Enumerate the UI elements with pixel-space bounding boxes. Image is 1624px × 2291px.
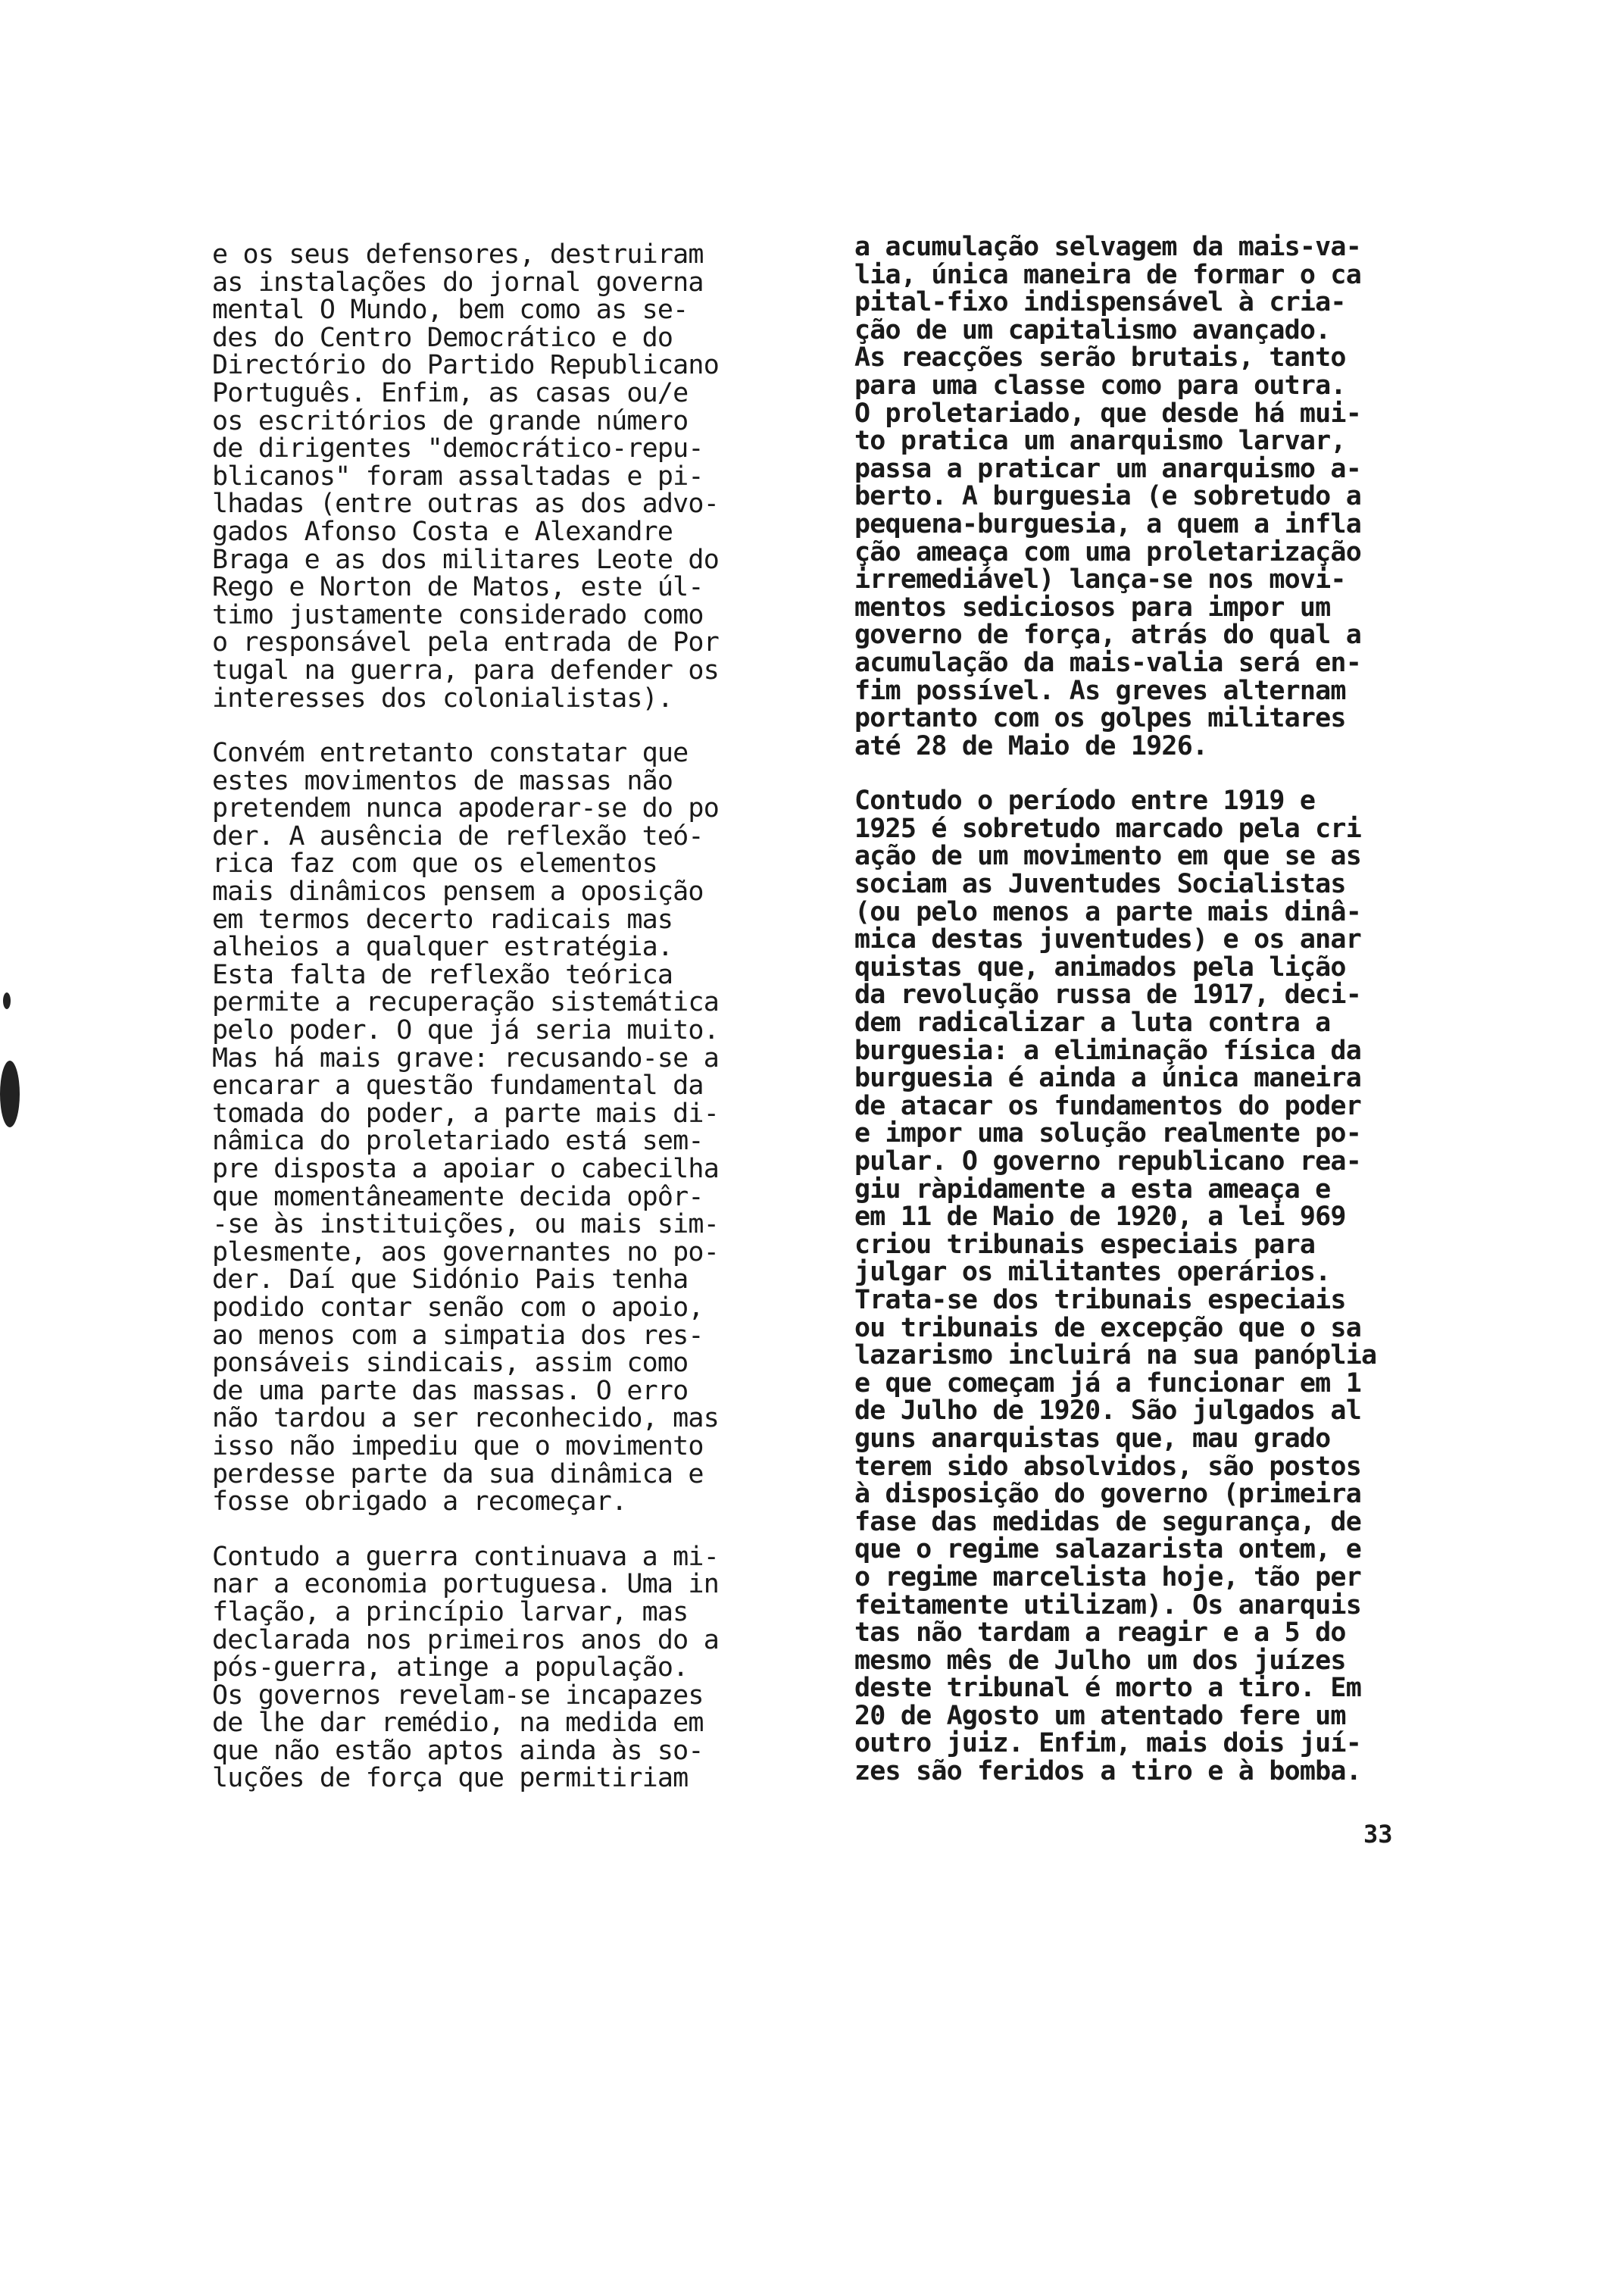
text-line: declarada nos primeiros anos do a xyxy=(212,1624,719,1655)
text-line: mesmo mês de Julho um dos juízes xyxy=(854,1645,1346,1676)
text-line: As reacções serão brutais, tanto xyxy=(854,342,1346,373)
text-line: Contudo o período entre 1919 e xyxy=(854,786,1316,817)
text-line: que momentâneamente decida opôr- xyxy=(212,1181,704,1212)
text-line: Os governos revelam-se incapazes xyxy=(212,1680,704,1711)
text-line: pequena-burguesia, a quem a infla xyxy=(854,508,1361,539)
text-line: blicanos" foram assaltadas e pi- xyxy=(212,461,704,492)
text-line: os escritórios de grande número xyxy=(212,405,689,436)
paragraph xyxy=(212,739,788,1516)
text-line: (ou pelo menos a parte mais dinâ- xyxy=(854,896,1361,927)
text-line: pre disposta a apoiar o cabecilha xyxy=(212,1154,719,1184)
text-line: que não estão aptos ainda às so- xyxy=(212,1735,704,1766)
text-line: que o regime salazarista ontem, e xyxy=(854,1534,1361,1565)
text-line: pelo poder. O que já seria muito. xyxy=(212,1015,719,1046)
text-line: Mas há mais grave: recusando-se a xyxy=(212,1042,719,1074)
text-line: a acumulação selvagem da mais-va- xyxy=(854,232,1361,262)
text-line: Trata-se dos tribunais especiais xyxy=(854,1284,1346,1315)
text-line: encarar a questão fundamental da xyxy=(212,1070,704,1102)
text-line: passa a praticar um anarquismo a- xyxy=(854,453,1361,484)
text-line: nar a economia portuguesa. Uma in xyxy=(212,1569,719,1600)
text-line: de lhe dar remédio, na medida em xyxy=(212,1708,704,1739)
text-line: mais dinâmicos pensem a oposição xyxy=(212,877,704,908)
text-line: giu ràpidamente a esta ameaça e xyxy=(854,1174,1331,1205)
text-line: ção ameaça com uma proletarização xyxy=(854,536,1361,567)
scan-speck xyxy=(0,1061,20,1127)
text-line: pós-guerra, atinge a população. xyxy=(212,1652,689,1683)
text-line: tas não tardam a reagir e a 5 do xyxy=(854,1617,1346,1649)
text-line: mental O Mundo, bem como as se- xyxy=(212,295,689,326)
text-line: terem sido absolvidos, são postos xyxy=(854,1451,1361,1482)
text-line: alheios a qualquer estratégia. xyxy=(212,932,673,963)
text-line: guns anarquistas que, mau grado xyxy=(854,1423,1331,1454)
text-line: lia, única maneira de formar o ca xyxy=(854,259,1361,290)
text-line: Braga e as dos militares Leote do xyxy=(212,544,719,575)
text-line: acumulação da mais-valia será en- xyxy=(854,647,1361,678)
text-line: em 11 de Maio de 1920, a lei 969 xyxy=(854,1202,1346,1233)
text-line: em termos decerto radicais mas xyxy=(212,904,673,935)
text-line: as instalações do jornal governa xyxy=(212,267,704,298)
text-line: criou tribunais especiais para xyxy=(854,1229,1316,1260)
paragraph xyxy=(854,787,1460,1785)
text-line: mica destas juventudes) e os anar xyxy=(854,924,1361,955)
text-line: flação, a princípio larvar, mas xyxy=(212,1596,689,1627)
text-line: Directório do Partido Republicano xyxy=(212,350,719,381)
paragraph xyxy=(212,241,788,712)
text-line: ção de um capitalismo avançado. xyxy=(854,314,1331,345)
text-line: até 28 de Maio de 1926. xyxy=(854,730,1208,761)
text-line: Esta falta de reflexão teórica xyxy=(212,959,673,990)
text-line: to pratica um anarquismo larvar, xyxy=(854,426,1346,457)
text-line: zes são feridos a tiro e à bomba. xyxy=(854,1756,1361,1787)
text-line: à disposição do governo (primeira xyxy=(854,1479,1361,1510)
text-line: timo justamente considerado como xyxy=(212,599,704,630)
text-line: Convém entretanto constatar que xyxy=(212,738,689,769)
text-line: lhadas (entre outras as dos advo- xyxy=(212,489,719,520)
text-line: des do Centro Democrático e do xyxy=(212,322,673,353)
text-line: permite a recuperação sistemática xyxy=(212,987,719,1018)
text-line: deste tribunal é morto a tiro. Em xyxy=(854,1673,1361,1704)
text-line: plesmente, aos governantes no po- xyxy=(212,1236,719,1267)
text-line: isso não impediu que o movimento xyxy=(212,1430,704,1461)
text-line: e os seus defensores, destruiram xyxy=(212,239,704,270)
text-line: de dirigentes "democrático-repu- xyxy=(212,433,704,464)
text-line: nâmica do proletariado está sem- xyxy=(212,1126,704,1157)
text-line: pretendem nunca apoderar-se do po xyxy=(212,793,719,824)
text-line: governo de força, atrás do qual a xyxy=(854,620,1361,651)
text-line: O proletariado, que desde há mui- xyxy=(854,398,1361,429)
text-line: da revolução russa de 1917, deci- xyxy=(854,980,1361,1011)
text-line: lazarismo incluirá na sua panóplia xyxy=(854,1340,1377,1371)
text-line: burguesia é ainda a única maneira xyxy=(854,1063,1361,1094)
right-text-column xyxy=(854,233,1460,1813)
paragraph xyxy=(212,1543,788,1792)
text-line: fim possível. As greves alternam xyxy=(854,675,1346,706)
text-line: 20 de Agosto um atentado fere um xyxy=(854,1700,1346,1731)
text-line: irremediável) lança-se nos movi- xyxy=(854,564,1346,595)
text-line: e que começam já a funcionar em 1 xyxy=(854,1367,1361,1399)
text-line: não tardou a ser reconhecido, mas xyxy=(212,1403,719,1434)
text-line: ponsáveis sindicais, assim como xyxy=(212,1348,689,1379)
text-line: o regime marcelista hoje, tão per xyxy=(854,1561,1361,1592)
text-line: dem radicalizar a luta contra a xyxy=(854,1008,1331,1039)
text-line: de uma parte das massas. O erro xyxy=(212,1375,689,1406)
text-line: de atacar os fundamentos do poder xyxy=(854,1090,1361,1121)
text-line: 1925 é sobretudo marcado pela cri xyxy=(854,813,1361,844)
text-line: der. A ausência de reflexão teó- xyxy=(212,820,704,852)
text-line: podido contar senão com o apoio, xyxy=(212,1292,704,1323)
text-line: de Julho de 1920. São julgados al xyxy=(854,1396,1361,1427)
text-line: o responsável pela entrada de Por xyxy=(212,627,719,658)
text-line: ação de um movimento em que se as xyxy=(854,841,1361,872)
text-line: julgar os militantes operários. xyxy=(854,1257,1331,1288)
text-line: feitamente utilizam). Os anarquis xyxy=(854,1589,1361,1621)
text-line: portanto com os golpes militares xyxy=(854,703,1346,734)
text-line: perdesse parte da sua dinâmica e xyxy=(212,1458,704,1489)
text-line: estes movimentos de massas não xyxy=(212,765,673,796)
text-line: pital-fixo indispensável à cria- xyxy=(854,287,1346,318)
text-line: e impor uma solução realmente po- xyxy=(854,1118,1361,1149)
text-line: tomada do poder, a parte mais di- xyxy=(212,1098,719,1129)
page-number: 33 xyxy=(1363,1820,1393,1849)
text-line: fosse obrigado a recomeçar. xyxy=(212,1486,627,1517)
text-line: -se às instituições, ou mais sim- xyxy=(212,1209,719,1240)
text-line: tugal na guerra, para defender os xyxy=(212,655,719,686)
text-line: sociam as Juventudes Socialistas xyxy=(854,869,1346,900)
paragraph xyxy=(854,233,1460,760)
text-line: berto. A burguesia (e sobretudo a xyxy=(854,481,1361,512)
text-line: mentos sediciosos para impor um xyxy=(854,592,1331,623)
text-line: interesses dos colonialistas). xyxy=(212,683,673,714)
text-line: ou tribunais de excepção que o sa xyxy=(854,1312,1361,1343)
text-line: luções de força que permitiriam xyxy=(212,1763,689,1794)
text-line: der. Daí que Sidónio Pais tenha xyxy=(212,1264,689,1296)
scan-speck xyxy=(3,992,11,1009)
text-line: fase das medidas de segurança, de xyxy=(854,1506,1361,1537)
text-line: pular. O governo republicano rea- xyxy=(854,1146,1361,1177)
text-line: ao menos com a simpatia dos res- xyxy=(212,1320,704,1351)
text-line: burguesia: a eliminação física da xyxy=(854,1035,1361,1066)
text-line: rica faz com que os elementos xyxy=(212,849,657,880)
text-line: Rego e Norton de Matos, este úl- xyxy=(212,572,704,603)
text-line: para uma classe como para outra. xyxy=(854,370,1346,401)
text-line: Português. Enfim, as casas ou/e xyxy=(212,377,689,408)
left-text-column xyxy=(212,241,788,1820)
text-line: outro juiz. Enfim, mais dois juí- xyxy=(854,1728,1361,1759)
text-line: gados Afonso Costa e Alexandre xyxy=(212,516,673,547)
text-line: quistas que, animados pela lição xyxy=(854,952,1346,983)
text-line: Contudo a guerra continuava a mi- xyxy=(212,1541,719,1572)
